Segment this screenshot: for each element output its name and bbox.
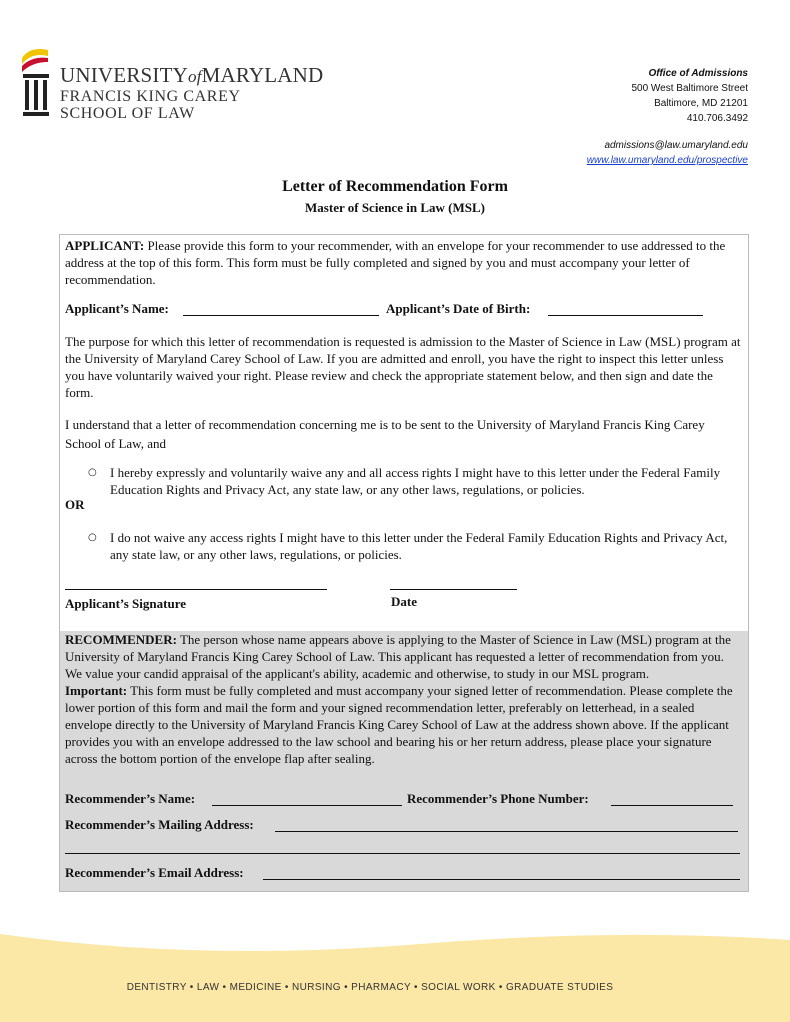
logo-of: of (188, 67, 202, 86)
purpose-text: The purpose for which this letter of recommendation is requested is admission to the Master of Science in Law (MSL) program at the University of Maryland Carey School of Law. If you are admitted and enroll, you have the right to inspect this letter unless you have voluntarily waived your right. Please review and check the appropriate statement below, and then sign and date the form. (65, 334, 741, 400)
office-website-link[interactable]: www.law.umaryland.edu/prospective (586, 155, 748, 166)
recommender-phone-field[interactable] (611, 805, 733, 806)
recommender-email-field[interactable] (263, 879, 740, 880)
important-label: Important: (65, 683, 128, 698)
recommender-mailing-label: Recommender’s Mailing Address: (65, 817, 254, 832)
office-phone: 410.706.3492 (686, 113, 748, 124)
applicant-date-field[interactable] (390, 589, 517, 590)
applicant-name-label: Applicant’s Name: (65, 301, 169, 316)
office-city: Baltimore, MD 21201 (654, 98, 748, 109)
office-title: Office of Admissions (648, 68, 748, 79)
important-text: This form must be fully completed and must accompany your signed letter of recommendation. Please complete the lower portion of this form and mail the form and your signed recommendation letter, preferably on letterhead, in a sealed envelope directly to the University of Maryland Francis King Carey School of Law at the address shown above. If the applicant provides you with an envelope addressed to the law school and bearing his or her return address, please place your signature across the bottom portion of the envelope flap after sealing. (65, 683, 733, 766)
form-box (59, 234, 749, 892)
applicant-dob-label: Applicant’s Date of Birth: (386, 301, 531, 316)
radio-circle-icon[interactable]: ○ (88, 467, 97, 478)
applicant-intro (65, 237, 743, 288)
form-subtitle: Master of Science in Law (MSL) (305, 200, 485, 215)
radio-circle-icon[interactable]: ○ (88, 532, 97, 543)
applicant-name-field[interactable] (183, 315, 379, 316)
footer-wave (0, 922, 790, 1022)
no-waive-option-text: I do not waive any access rights I might have to this letter under the Federal Family Education Rights and Privacy Act, any state law, or any other laws, regulations, or policies. (110, 530, 728, 562)
footer-schools: DENTISTRY • LAW • MEDICINE • NURSING • PHARMACY • SOCIAL WORK • GRADUATE STUDIES (126, 982, 614, 993)
logo-line2: FRANCIS KING CAREY (60, 88, 241, 105)
waive-option-text: I hereby expressly and voluntarily waive any and all access rights I might have to this letter under the Federal Family Education Rights and Privacy Act, any state law, or any other laws, regulations, or policies. (110, 465, 721, 497)
applicant-date-label: Date (391, 594, 417, 609)
recommender-intro (65, 631, 743, 767)
recommender-intro-text: The person whose name appears above is applying to the Master of Science in Law (MSL) program at the University of Maryland Francis King Carey School of Law. This applicant has requested a letter of recommendation from you. We value your candid appraisal of the applicant's ability, academic and otherwise, to study in our MSL program. (65, 632, 731, 681)
recommender-heading: RECOMMENDER: (65, 632, 177, 647)
recommender-name-label: Recommender’s Name: (65, 791, 196, 806)
understand-text: I understand that a letter of recommendation concerning me is to be sent to the University of Maryland Francis King Carey School of Law, and (65, 417, 705, 451)
recommender-name-field[interactable] (212, 805, 402, 806)
applicant-signature-field[interactable] (65, 589, 327, 590)
recommender-mailing-field-line2[interactable] (65, 853, 740, 854)
logo-maryland: MARYLAND (201, 63, 324, 87)
applicant-intro-text: Please provide this form to your recommender, with an envelope for your recommender to use addressed to the address at the top of this form. This form must be fully completed and signed by you and must accompany your letter of recommendation. (65, 238, 726, 287)
office-address-block (587, 66, 748, 168)
recommender-section (60, 631, 748, 891)
form-title: Letter of Recommendation Form (282, 178, 508, 195)
office-email[interactable]: admissions@law.umaryland.edu (604, 140, 748, 151)
logo-wordmark (60, 64, 323, 122)
recommender-phone-label: Recommender’s Phone Number: (407, 791, 589, 806)
office-street: 500 West Baltimore Street (631, 83, 748, 94)
or-label: OR (65, 497, 85, 512)
logo-line3: SCHOOL OF LAW (60, 105, 195, 122)
applicant-signature-label: Applicant’s Signature (65, 596, 186, 611)
recommender-email-label: Recommender’s Email Address: (65, 865, 244, 880)
shield-emblem-icon (20, 44, 52, 122)
university-logo (20, 44, 324, 124)
applicant-section (60, 235, 748, 631)
applicant-dob-field[interactable] (548, 315, 703, 316)
logo-university: UNIVERSITY (60, 63, 188, 87)
recommender-mailing-field[interactable] (275, 831, 738, 832)
applicant-heading: APPLICANT: (65, 238, 145, 253)
